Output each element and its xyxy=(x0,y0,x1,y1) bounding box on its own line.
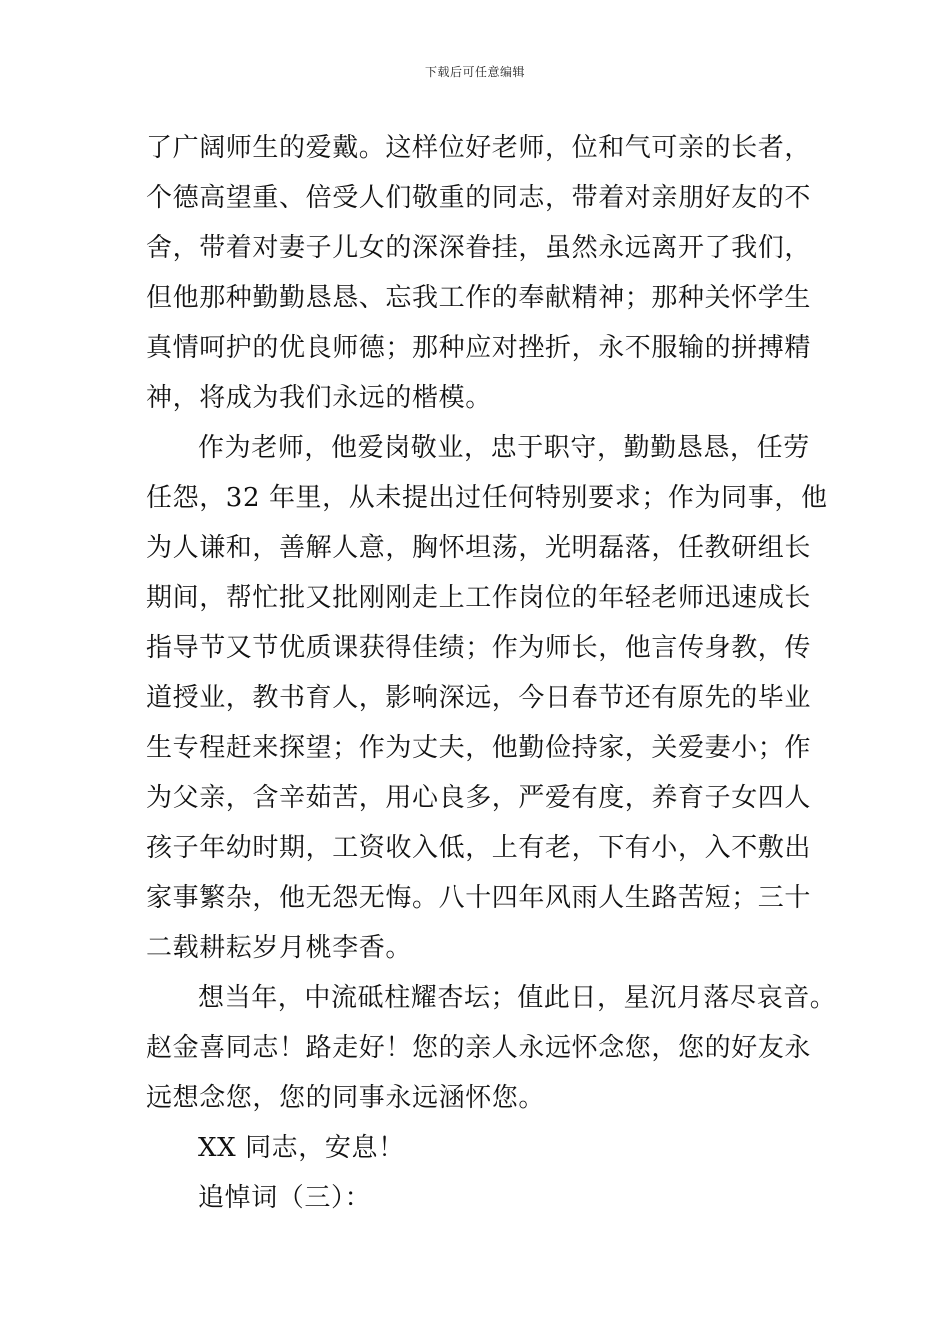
paragraph-line: 但他那种勤勤恳恳、忘我工作的奉献精神；那种关怀学生 xyxy=(146,283,812,313)
paragraph-line: 想当年，中流砥柱耀杏坛；值此日，星沉月落尽哀音。 xyxy=(198,983,837,1013)
paragraph-line: 真情呵护的优良师德；那种应对挫折，永不服输的拼搏精 xyxy=(146,333,812,363)
paragraph-line: 神，将成为我们永远的楷模。 xyxy=(146,383,492,413)
paragraph-line: 远想念您，您的同事永远涵怀您。 xyxy=(146,1083,546,1113)
paragraph-line: 舍，带着对妻子儿女的深深眷挂，虽然永远离开了我们， xyxy=(146,233,812,263)
paragraph-line: 了广阔师生的爱戴。这样位好老师，位和气可亲的长者， xyxy=(146,133,812,163)
paragraph-line: 道授业，教书育人，影响深远，今日春节还有原先的毕业 xyxy=(146,683,812,713)
closing-line: XX 同志，安息！ xyxy=(198,1133,405,1163)
paragraph-line: 作为老师，他爱岗敬业，忠于职守，勤勤恳恳，任劳 xyxy=(198,433,810,463)
paragraph-line: 个德高望重、倍受人们敬重的同志，带着对亲朋好友的不 xyxy=(146,183,812,213)
paragraph-line: 生专程赶来探望；作为丈夫，他勤俭持家，关爱妻小；作 xyxy=(146,733,812,763)
paragraph-line: 孩子年幼时期，工资收入低，上有老，下有小，入不敷出 xyxy=(146,833,812,863)
paragraph-line: 期间，帮忙批又批刚刚走上工作岗位的年轻老师迅速成长 xyxy=(146,583,812,613)
paragraph-line: 为父亲，含辛茹苦，用心良多，严爱有度，养育子女四人 xyxy=(146,783,812,813)
page-header: 下载后可任意编辑 xyxy=(424,65,525,79)
paragraph-line: 为人谦和，善解人意，胸怀坦荡，光明磊落，任教研组长 xyxy=(146,533,812,563)
section-heading: 追悼词（三）： xyxy=(198,1183,372,1213)
paragraph-line: 指导节又节优质课获得佳绩；作为师长，他言传身教，传 xyxy=(146,633,812,663)
paragraph-line: 赵金喜同志！路走好！您的亲人永远怀念您，您的好友永 xyxy=(146,1033,812,1063)
paragraph-line: 二载耕耘岁月桃李香。 xyxy=(146,933,413,963)
paragraph-line: 家事繁杂，他无怨无悔。八十四年风雨人生路苦短；三十 xyxy=(146,883,812,913)
paragraph-line: 任怨，32 年里，从未提出过任何特别要求；作为同事，他 xyxy=(146,483,828,513)
